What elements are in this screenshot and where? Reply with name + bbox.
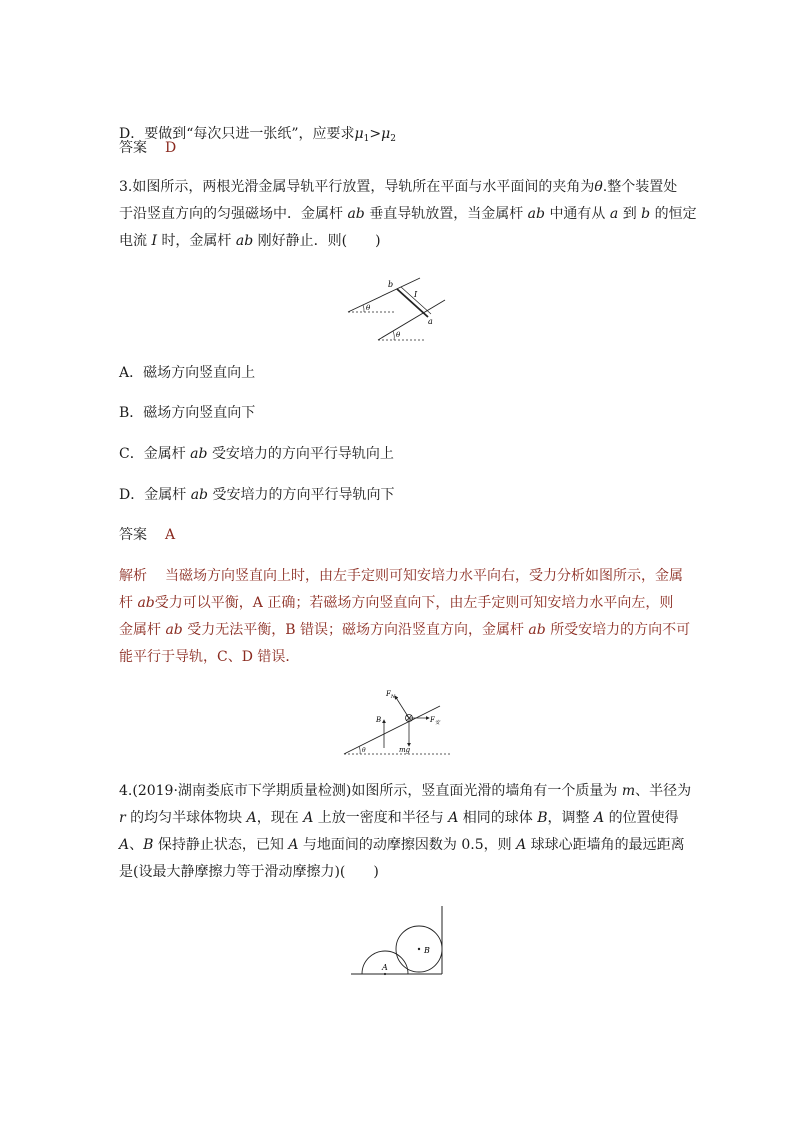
option-d-prev: D．要做到“每次只进一张纸”，应要求$\mu_1>\mu_2$ xyxy=(119,126,396,144)
label-fa: $F_安$ xyxy=(430,716,440,726)
q4-line-1: 4.(2019·湖南娄底市下学期质量检测)如图所示，竖直面光滑的墙角有一个质量为 m、半径为 xyxy=(119,783,692,799)
rail-diagram xyxy=(340,270,455,345)
q3-option-a: A．磁场方向竖直向上 xyxy=(119,365,256,381)
analysis-line-4: 能平行于导轨，C、D 错误． xyxy=(119,649,300,665)
label-current-i: I xyxy=(414,290,418,299)
label-b: b xyxy=(388,280,394,289)
label-b-field: B xyxy=(376,716,382,724)
label-fn: $F_N$ xyxy=(386,690,396,700)
force-diagram xyxy=(340,684,455,759)
analysis-line-3: 金属杆 ab 受力无法平衡，B 错误；磁场方向沿竖直方向，金属杆 ab 所受安培力的方向不可 xyxy=(119,622,691,638)
hemisphere-ball-diagram xyxy=(345,898,450,978)
q3-line-1: 3.如图所示，两根光滑金属导轨平行放置，导轨所在平面与水平面间的夹角为θ.整个装置处 xyxy=(119,179,678,195)
label-theta-1: θ xyxy=(366,304,371,312)
q3-line-2: 于沿竖直方向的匀强磁场中．金属杆 ab 垂直导轨放置，当金属杆 ab 中通有从 a 到 b 的恒定 xyxy=(119,206,697,222)
analysis-line-1: 解析 当磁场方向竖直向上时，由左手定则可知安培力水平向右，受力分析如图所示，金属 xyxy=(119,568,683,584)
label-ball-b: B xyxy=(424,946,430,955)
q3-option-c: C．金属杆 ab 受安培力的方向平行导轨向上 xyxy=(119,446,394,462)
q3-option-d: D．金属杆 ab 受安培力的方向平行导轨向下 xyxy=(119,487,395,503)
label-hemisphere-a: A xyxy=(382,963,388,972)
q4-line-4: 是(设最大静摩擦力等于滑动摩擦力)( ) xyxy=(119,864,379,880)
analysis-line-2: 杆 ab受力可以平衡，A 正确；若磁场方向竖直向下，由左手定则可知安培力水平向左，则 xyxy=(119,595,674,611)
q4-line-2: r 的均匀半球体物块 A，现在 A 上放一密度和半径与 A 相同的球体 B，调整 A 的位置使得 xyxy=(119,810,679,826)
answer-q3: 答案 A xyxy=(119,527,176,543)
q4-line-3: A、B 保持静止状态，已知 A 与地面间的动摩擦因数为 0.5，则 A 球球心距墙角的最远距离 xyxy=(119,837,685,853)
q3-line-3: 电流 I 时，金属杆 ab 刚好静止．则( ) xyxy=(119,233,381,249)
label-a: a xyxy=(428,317,433,326)
label-mg: mg xyxy=(399,746,411,754)
label-theta-2: θ xyxy=(396,331,401,339)
answer-prev: 答案 D xyxy=(119,140,177,156)
label-theta-force: θ xyxy=(362,747,366,754)
q3-option-b: B．磁场方向竖直向下 xyxy=(119,405,256,421)
